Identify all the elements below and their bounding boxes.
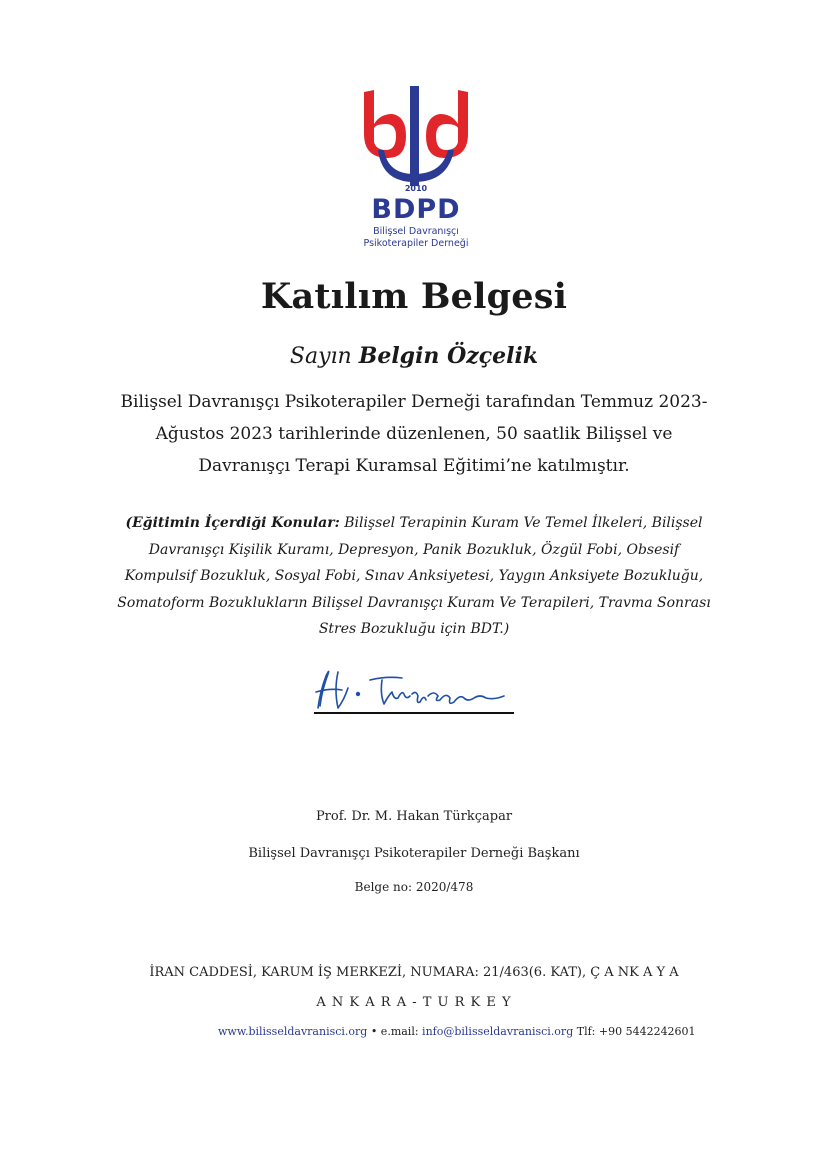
signer-name: Prof. Dr. M. Hakan Türkçapar — [315, 809, 513, 824]
certificate-title: Katılım Belgesi — [260, 276, 568, 317]
handwritten-signature — [308, 660, 520, 716]
phone-number: Tlf: +90 5442242601 — [573, 1025, 696, 1038]
training-topics — [112, 510, 716, 643]
topics-text: Bilişsel Terapinin Kuram Ve Temel İlkeleri, Bilişsel Davranışçı Kişilik Kuramı, Depresyon, Panik Bozukluk, Özgül Fobi, Obsesif Kompulsif Bozukluk, Sosyal Fobi, Sınav Anksiyetesi, Yaygın Anksiyete Bozukluğu, Somatoform Bozuklukların Bilişsel Davranışçı Kuram Ve Terapileri, Travma Sonrası Stres Bozukluğu için BDT.) — [117, 515, 711, 637]
website-link[interactable]: www.bilisseldavranisci.org — [218, 1025, 368, 1038]
certificate-body: Bilişsel Davranışçı Psikoterapiler Derneği tarafından Temmuz 2023-Ağustos 2023 tarihlerinde düzenlenen, 50 saatlik Bilişsel ve Davranışçı Terapi Kuramsal Eğitimi’ne katılmıştır. — [120, 392, 708, 476]
contact-line — [218, 1025, 696, 1038]
salutation — [0, 343, 828, 369]
signer-role: Bilişsel Davranışçı Psikoterapiler Derneği Başkanı — [248, 846, 580, 861]
logo-acronym: BDPD — [371, 194, 461, 225]
salutation-prefix: Sayın — [289, 344, 352, 369]
logo-year: 2010 — [404, 184, 428, 193]
topics-label: (Eğitimin İçerdiği Konular: — [125, 515, 340, 531]
signature-line — [314, 712, 514, 714]
email-link[interactable]: info@bilisseldavranisci.org — [422, 1025, 574, 1038]
document-number: Belge no: 2020/478 — [354, 880, 474, 894]
address-line-1: İRAN CADDESİ, KARUM İŞ MERKEZİ, NUMARA: 21/463(6. KAT), Ç A NK A Y A — [149, 965, 679, 980]
email-prefix: • e.mail: — [367, 1025, 423, 1038]
bdpd-logo — [350, 84, 482, 254]
address-line-2: A N K A R A - T U R K E Y — [316, 995, 512, 1010]
signature-scribble-icon — [308, 660, 520, 716]
recipient-name: Belgin Özçelik — [358, 343, 539, 369]
logo-line1: Bilişsel Davranışçı — [373, 226, 459, 237]
logo-line2: Psikoterapiler Derneği — [363, 238, 469, 249]
